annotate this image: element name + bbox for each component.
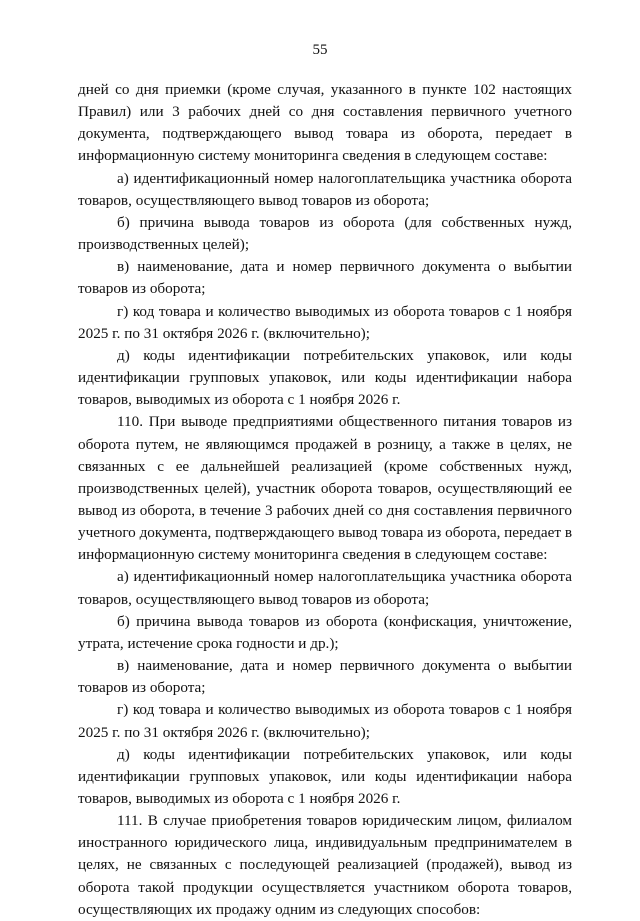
- paragraph-item-a: а) идентификационный номер налогоплательщика участника оборота товаров, осуществляющего вывод товаров из оборота;: [78, 169, 572, 209]
- paragraph-item-d: д) коды идентификации потребительских упаковок, или коды идентификации групповых упаковок, или коды идентификации набора товаров, выводимых из оборота с 1 ноября 2026 г.: [78, 745, 572, 807]
- paragraph-item-b: б) причина вывода товаров из оборота (конфискация, уничтожение, утрата, истечение срока годности и др.);: [78, 612, 572, 652]
- paragraph-item-b: б) причина вывода товаров из оборота (для собственных нужд, производственных целей);: [78, 213, 572, 254]
- paragraph-item-v: в) наименование, дата и номер первичного документа о выбытии товаров из оборота;: [78, 657, 572, 697]
- document-body: [78, 79, 572, 921]
- paragraph-item-d: д) коды идентификации потребительских упаковок, или коды идентификации групповых упаковок, или коды идентификации набора товаров, выводимых из оборота с 1 ноября 2026 г.: [78, 346, 572, 409]
- page-number: 55: [312, 42, 328, 58]
- paragraph-continuation: дней со дня приемки (кроме случая, указанного в пункте 102 настоящих Правил) или 3 рабочих дней со дня составления первичного учетного документа, подтверждающего вывод товара из оборота, передает в информационную систему мониторинга сведения в следующем составе:: [78, 81, 572, 165]
- paragraph-item-g: г) код товара и количество выводимых из оборота товаров с 1 ноября 2025 г. по 31 октября 2026 г. (включительно);: [78, 701, 572, 741]
- paragraph-item-g: г) код товара и количество выводимых из оборота товаров с 1 ноября 2025 г. по 31 октября 2026 г. (включительно);: [78, 302, 572, 342]
- paragraph-clause-110: 110. При выводе предприятиями общественного питания товаров из оборота путем, не являющимся продажей в розницу, а также в целях, не связанных с ее дальнейшей реализацией (кроме собственных нужд, производственных целей), участник оборота товаров, осуществляющий ее вывод из оборота, в течение 3 рабочих дней со дня составления первичного учетного документа, подтверждающего вывод товара из оборота, передает в информационную систему мониторинга сведения в следующем составе:: [78, 413, 572, 564]
- paragraph-item-v: в) наименование, дата и номер первичного документа о выбытии товаров из оборота;: [78, 258, 572, 298]
- paragraph-clause-111: 111. В случае приобретения товаров юридическим лицом, филиалом иностранного юридического лица, индивидуальным предпринимателем в целях, не связанных с последующей реализацией (продажей), вывод из оборота такой продукции осуществляется участником оборота товаров, осуществляющих их продажу одним из следующих способов:: [78, 812, 572, 918]
- paragraph-item-a: а) идентификационный номер налогоплательщика участника оборота товаров, осуществляющего вывод товаров из оборота;: [78, 568, 572, 608]
